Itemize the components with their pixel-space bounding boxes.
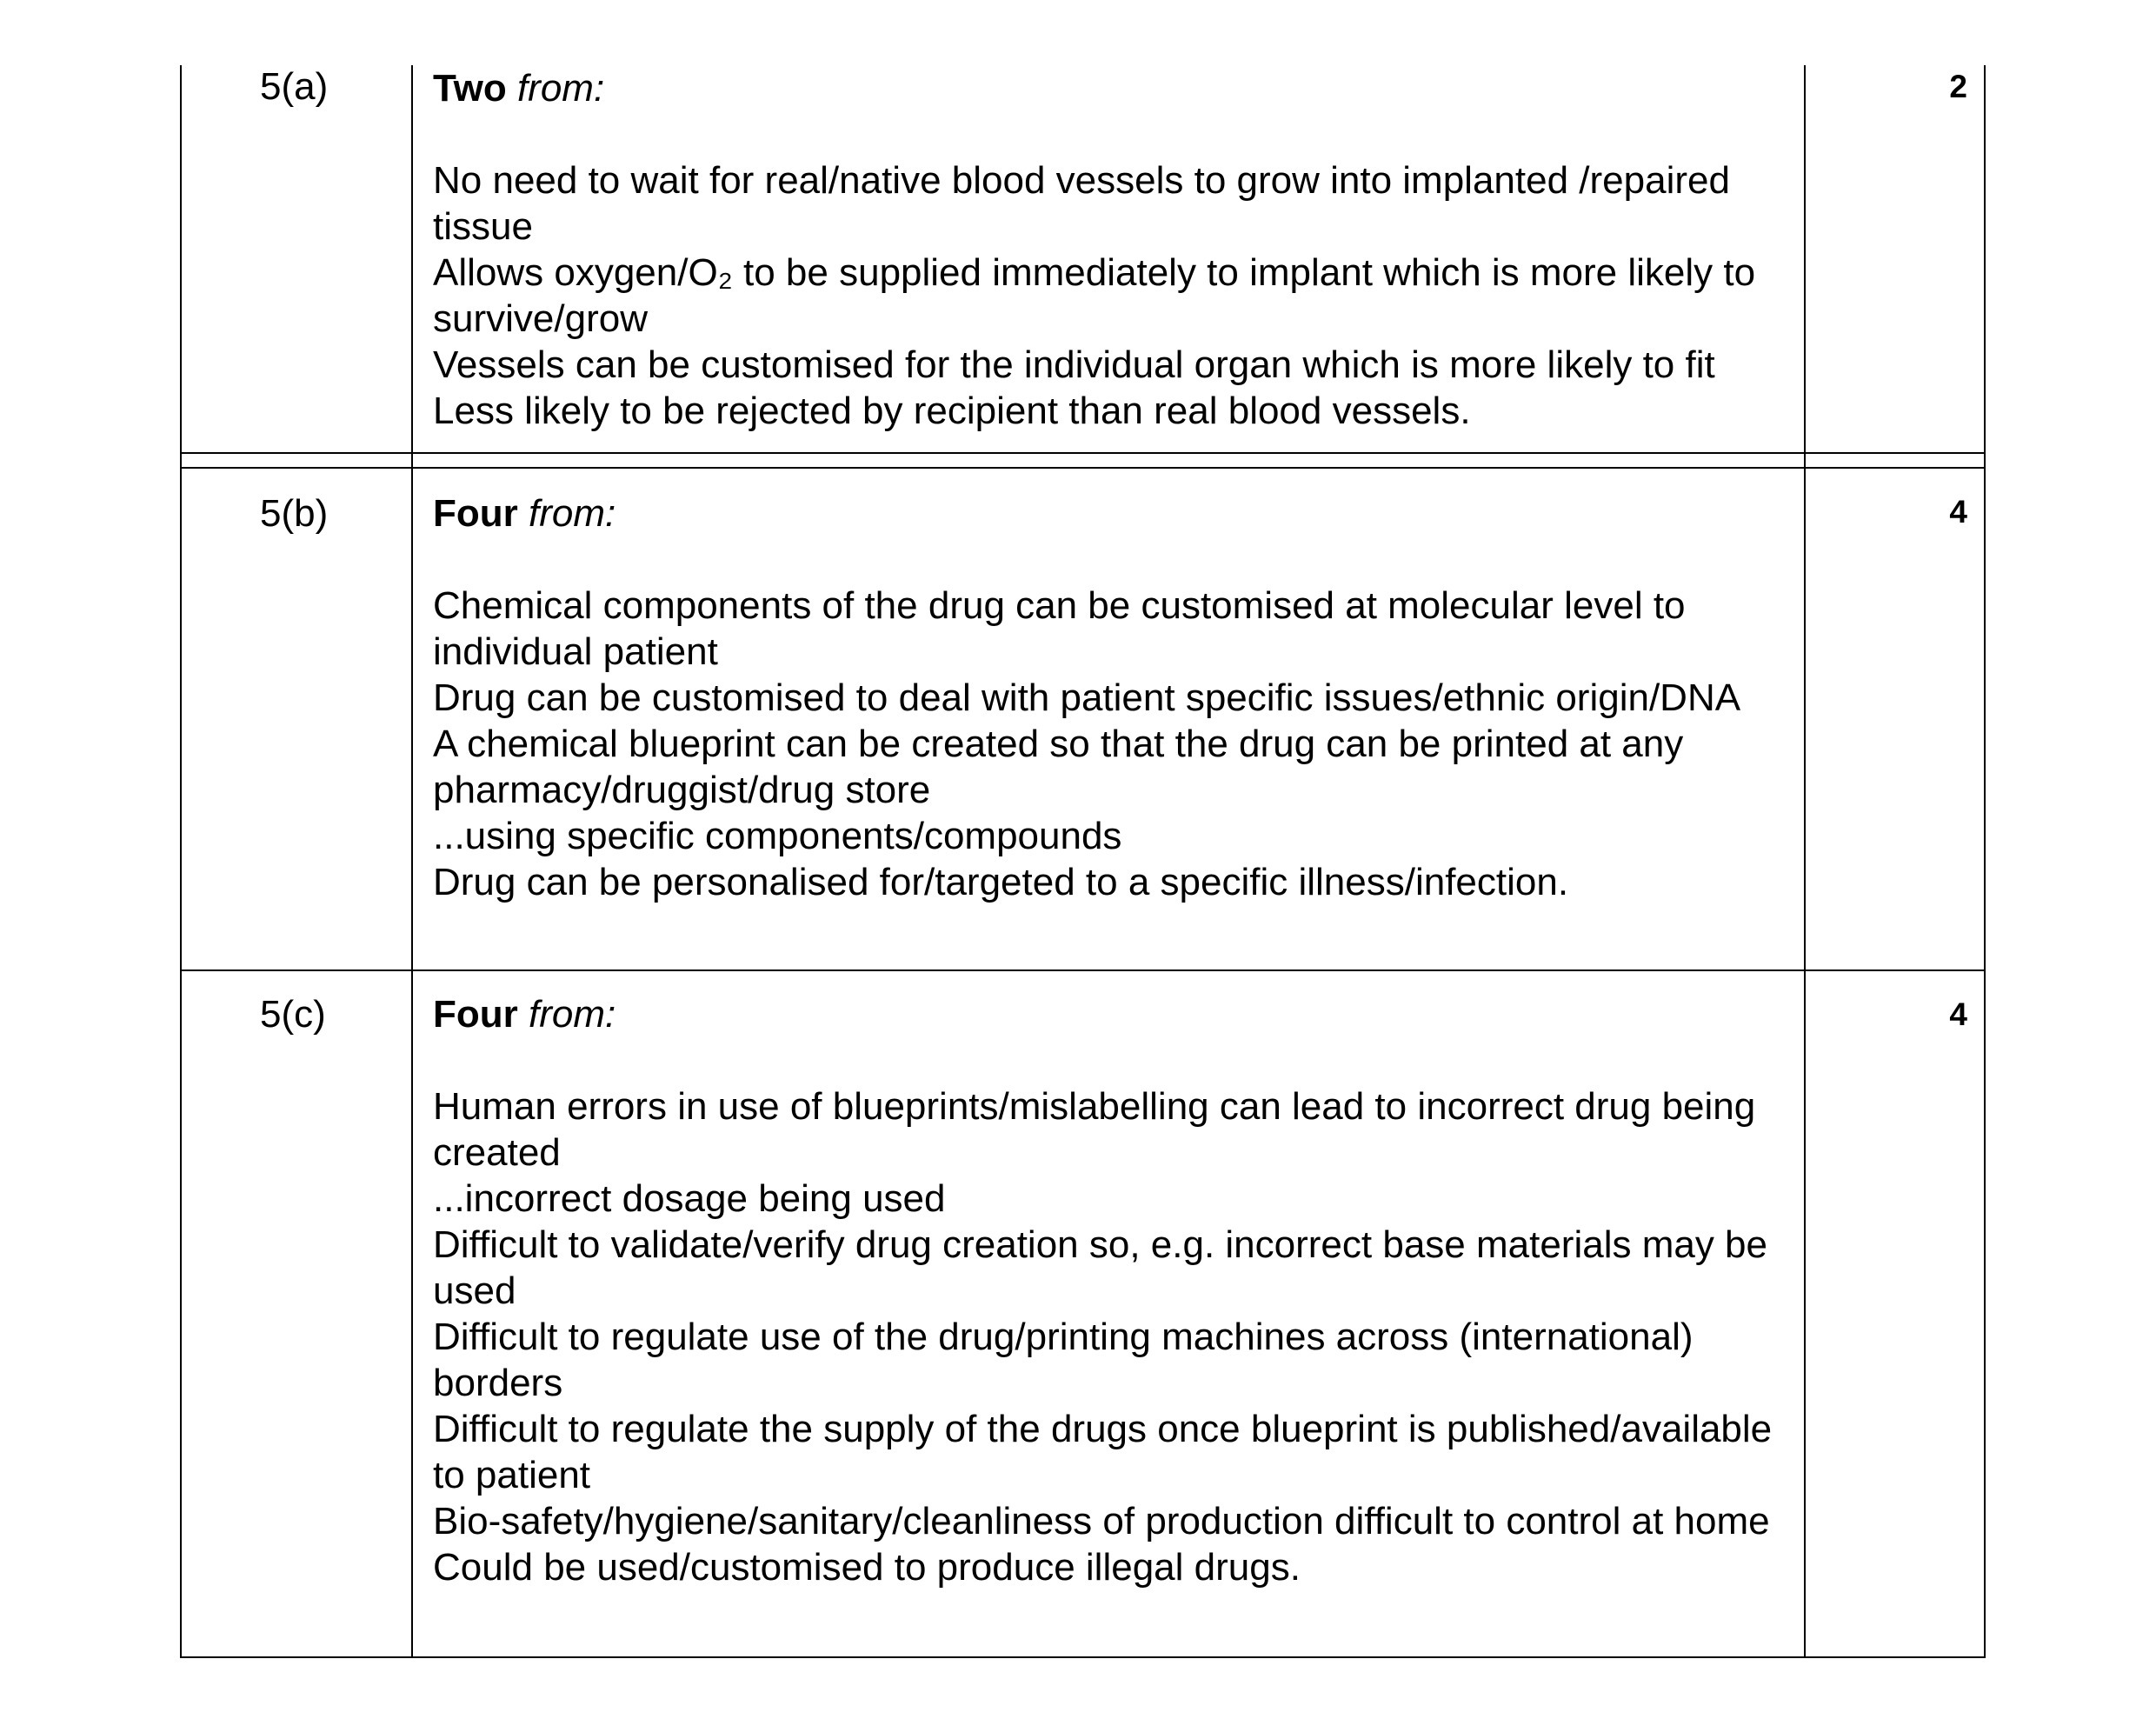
list-item: Bio-safety/hygiene/sanitary/cleanliness of production difficult to control at home: [433, 1500, 1770, 1542]
answer-cell: [433, 65, 1793, 434]
table-row: [180, 469, 1986, 969]
question-number: 5(b): [260, 492, 329, 535]
answer-cell: [433, 490, 1793, 905]
from-label: from:: [529, 993, 616, 1036]
list-item: Vessels can be customised for the individual organ which is more likely to fit: [433, 343, 1715, 386]
answer-points: [433, 1083, 1793, 1590]
list-item: Drug can be personalised for/targeted to a specific illness/infection.: [433, 861, 1569, 903]
table-border-bottom: [180, 1656, 1986, 1658]
answer-heading: [433, 490, 1793, 536]
list-item: Human errors in use of blueprints/mislabelling can lead to incorrect drug being created: [433, 1085, 1756, 1174]
question-number: 5(a): [260, 65, 329, 108]
answer-heading: [433, 991, 1793, 1037]
table-row: [180, 971, 1986, 1656]
required-count: Four: [433, 492, 518, 535]
required-count: Four: [433, 993, 518, 1036]
list-item: No need to wait for real/native blood vessels to grow into implanted /repaired tissue: [433, 159, 1730, 248]
marks-value: 2: [1949, 69, 1967, 104]
answer-cell: [433, 991, 1793, 1590]
from-label: from:: [516, 67, 605, 110]
question-number: 5(c): [260, 993, 326, 1036]
table-row: [180, 65, 1986, 452]
answer-points: [433, 583, 1793, 905]
list-item: Could be used/customised to produce illegal drugs.: [433, 1546, 1301, 1589]
list-item: Less likely to be rejected by recipient than real blood vessels.: [433, 390, 1471, 432]
from-label: from:: [529, 492, 616, 535]
marks-value: 4: [1949, 996, 1967, 1032]
mark-scheme-table: [180, 65, 1986, 1658]
answer-heading: [433, 65, 1793, 111]
list-item: A chemical blueprint can be created so that the drug can be printed at any pharmacy/druggist/drug store: [433, 723, 1684, 811]
list-item: Difficult to validate/verify drug creation so, e.g. incorrect base materials may be used: [433, 1223, 1767, 1312]
list-item: Drug can be customised to deal with patient specific issues/ethnic origin/DNA: [433, 676, 1741, 719]
list-item: Chemical components of the drug can be customised at molecular level to individual patient: [433, 584, 1686, 673]
row-divider: [180, 452, 1986, 454]
answer-points: [433, 157, 1793, 434]
list-item: Difficult to regulate use of the drug/printing machines across (international) borders: [433, 1316, 1694, 1404]
list-item: Allows oxygen/O₂ to be supplied immediately to implant which is more likely to survive/grow: [433, 251, 1756, 340]
marks-value: 4: [1949, 494, 1967, 530]
required-count: Two: [433, 67, 507, 110]
list-item: ...using specific components/compounds: [433, 815, 1122, 857]
list-item: ...incorrect dosage being used: [433, 1177, 946, 1220]
list-item: Difficult to regulate the supply of the drugs once blueprint is published/available to patient: [433, 1408, 1773, 1496]
